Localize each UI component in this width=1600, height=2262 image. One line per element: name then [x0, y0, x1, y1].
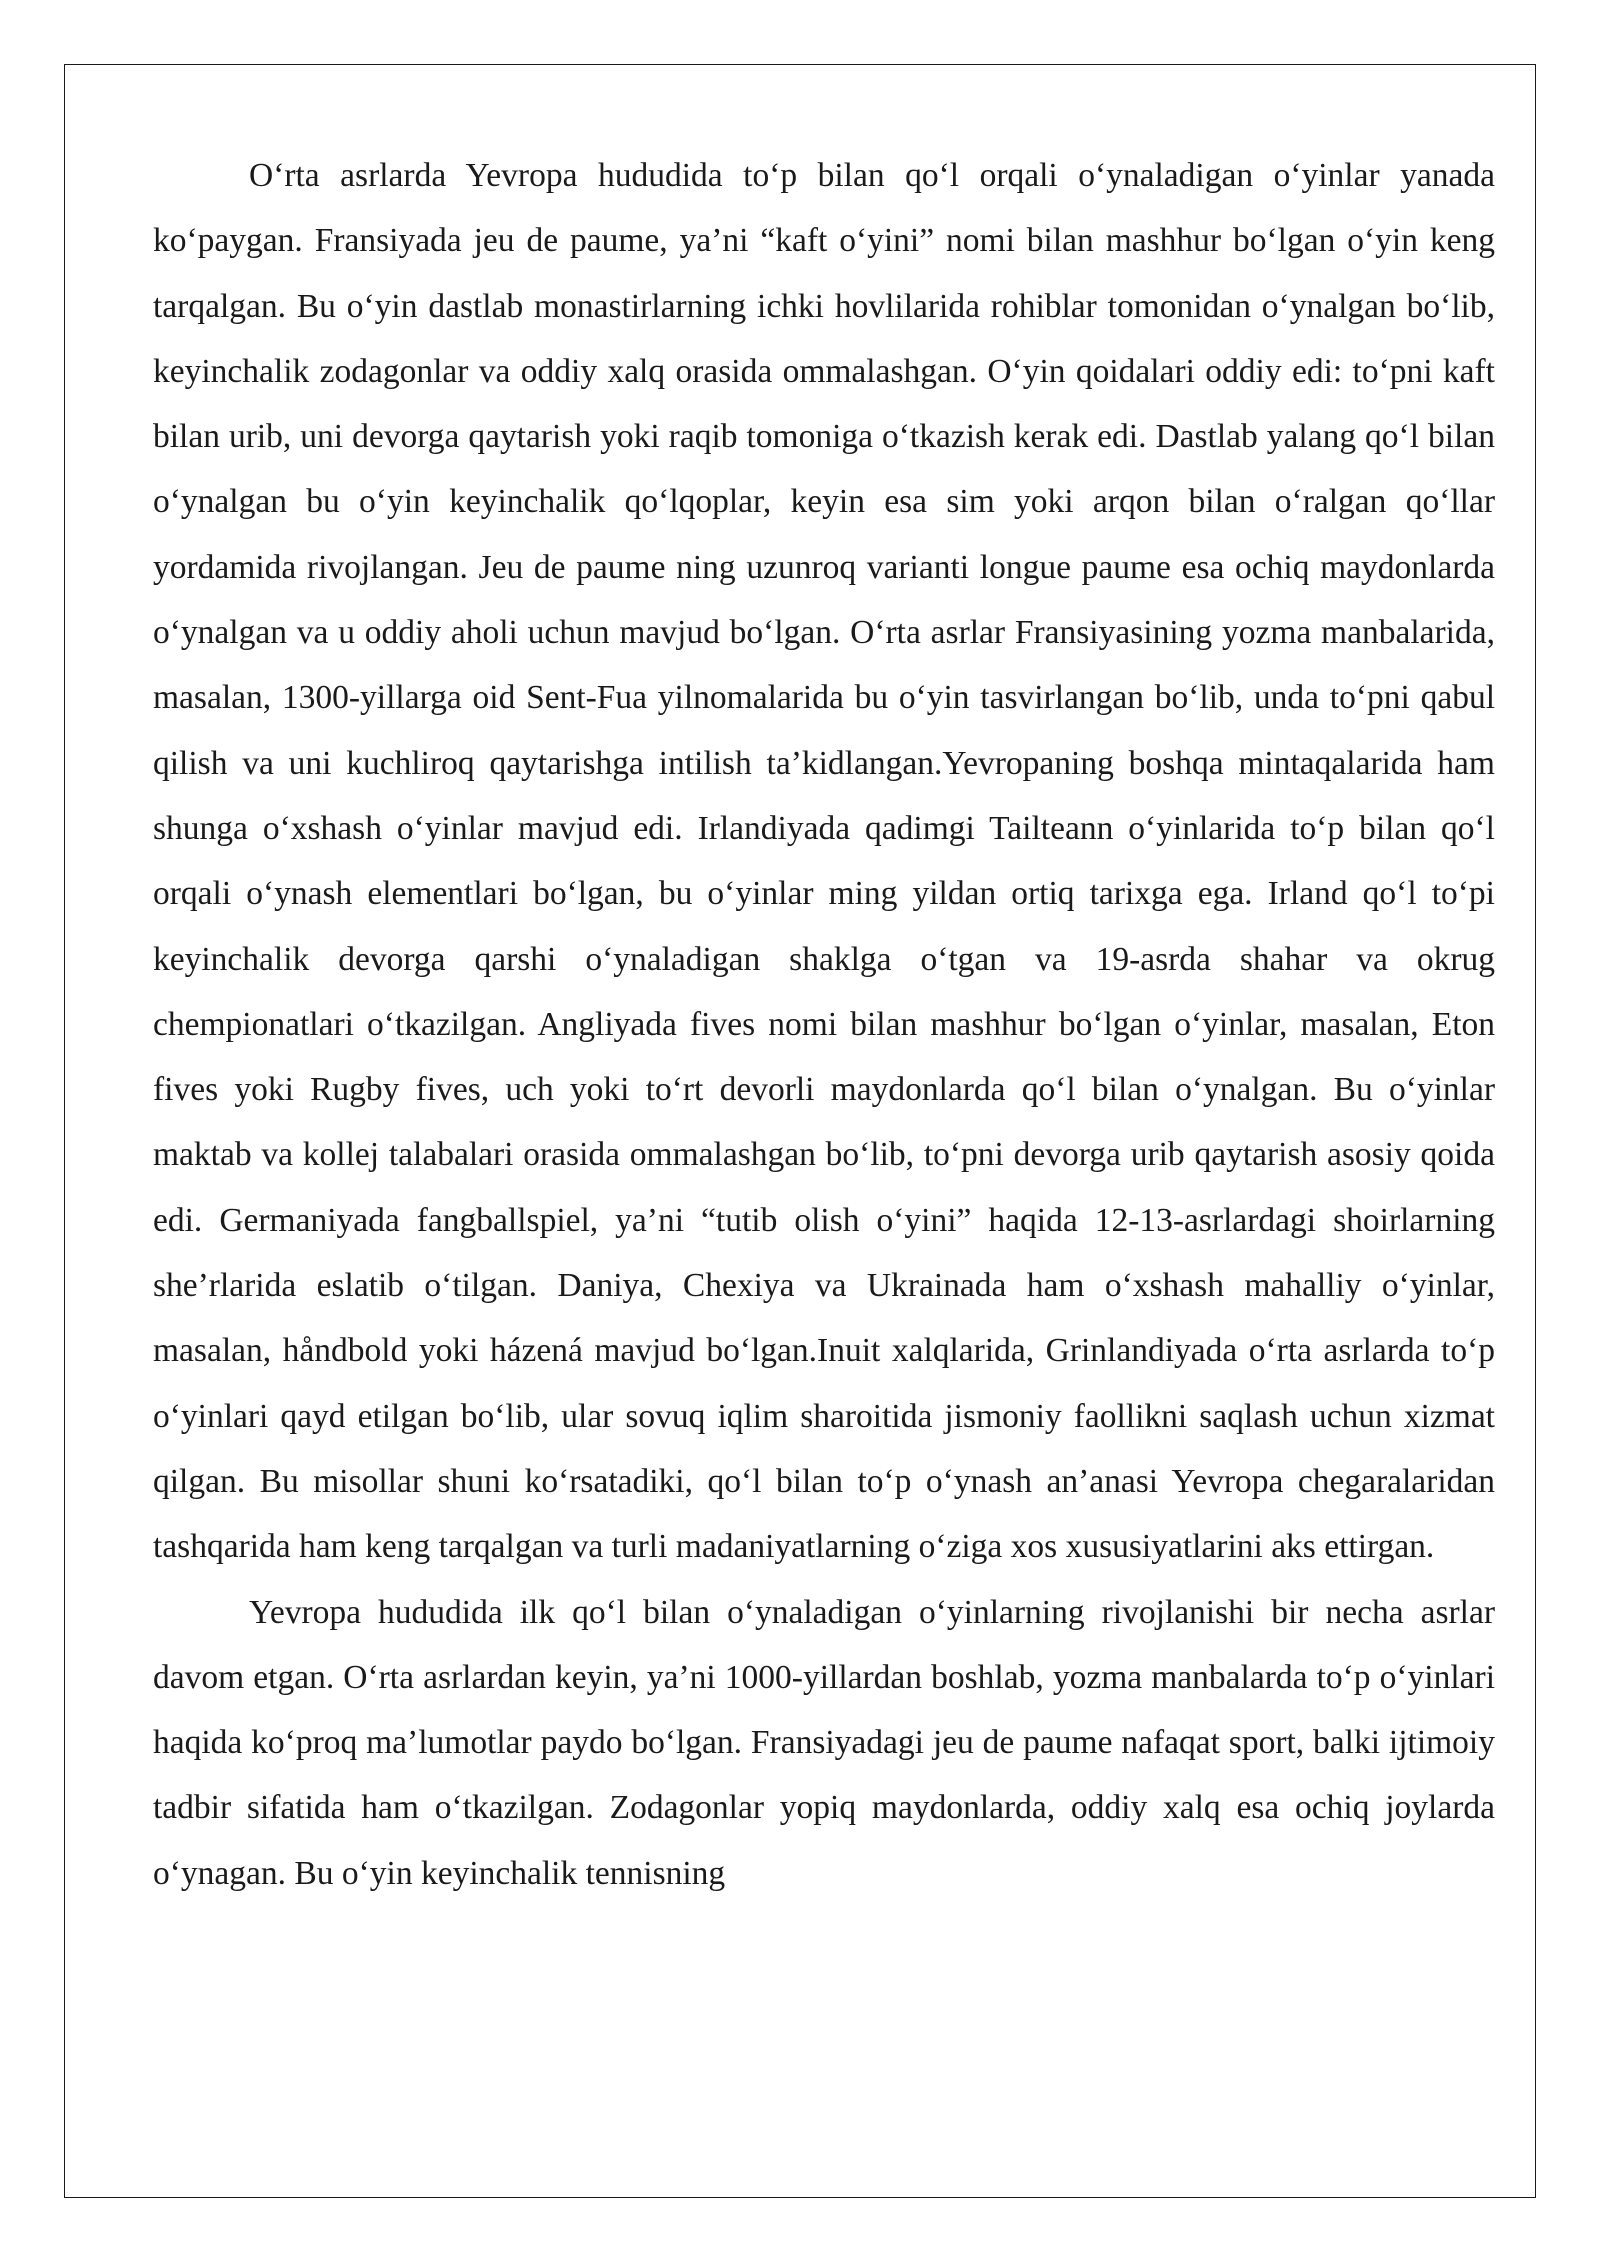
paragraph-1: O‘rta asrlarda Yevropa hududida to‘p bilan qo‘l orqali o‘ynaladigan o‘yinlar yanada ko‘paygan. Fransiyada jeu de paume, ya’ni “kaft o‘yini” nomi bilan mashhur bo‘lgan o‘yin keng tarqalgan. Bu o‘yin dastlab monastirlarning ichki hovlilarida rohiblar tomonidan o‘ynalgan bo‘lib, keyinchalik zodagonlar va oddiy xalq orasida ommalashgan. O‘yin qoidalari oddiy edi: to‘pni kaft bilan urib, uni devorga qaytarish yoki raqib tomoniga o‘tkazish kerak edi. Dastlab yalang qo‘l bilan o‘ynalgan bu o‘yin keyinchalik qo‘lqoplar, keyin esa sim yoki arqon bilan o‘ralgan qo‘llar yordamida rivojlangan. Jeu de paume ning uzunroq varianti longue paume esa ochiq maydonlarda o‘ynalgan va u oddiy aholi uchun mavjud bo‘lgan. O‘rta asrlar Fransiyasining yozma manbalarida, masalan, 1300-yillarga oid Sent-Fua yilnomalarida bu o‘yin tasvirlangan bo‘lib, unda to‘pni qabul qilish va uni kuchliroq qaytarishga intilish ta’kidlangan.Yevropaning boshqa mintaqalarida ham shunga o‘xshash o‘yinlar mavjud edi. Irlandiyada qadimgi Tailteann o‘yinlarida to‘p bilan qo‘l orqali o‘ynash elementlari bo‘lgan, bu o‘yinlar ming yildan ortiq tarixga ega. Irland qo‘l to‘pi keyinchalik devorga qarshi o‘ynaladigan shaklga o‘tgan va 19-asrda shahar va okrug chempionatlari o‘tkazilgan. Angliyada fives nomi bilan mashhur bo‘lgan o‘yinlar, masalan, Eton fives yoki Rugby fives, uch yoki to‘rt devorli maydonlarda qo‘l bilan o‘ynalgan. Bu o‘yinlar maktab va kollej talabalari orasida ommalashgan bo‘lib, to‘pni devorga urib qaytarish asosiy qoida edi. Germaniyada fangballspiel, ya’ni “tutib olish o‘yini” haqida 12-13-asrlardagi shoirlarning she’rlarida eslatib o‘tilgan. Daniya, Chexiya va Ukrainada ham o‘xshash mahalliy o‘yinlar, masalan, håndbold yoki házená mavjud bo‘lgan.Inuit xalqlarida, Grinlandiyada o‘rta asrlarda to‘p o‘yinlari qayd etilgan bo‘lib, ular sovuq iqlim sharoitida jismoniy faollikni saqlash uchun xizmat qilgan. Bu misollar shuni ko‘rsatadiki, qo‘l bilan to‘p o‘ynash an’anasi Yevropa chegaralaridan tashqarida ham keng tarqalgan va turli madaniyatlarning o‘ziga xos xususiyatlarini aks ettirgan. — [153, 157, 1495, 1566]
document-body — [153, 143, 1495, 1906]
paragraph-2: Yevropa hududida ilk qo‘l bilan o‘ynaladigan o‘yinlarning rivojlanishi bir necha asrlar davom etgan. O‘rta asrlardan keyin, ya’ni 1000-yillardan boshlab, yozma manbalarda to‘p o‘yinlari haqida ko‘proq ma’lumotlar paydo bo‘lgan. Fransiyadagi jeu de paume nafaqat sport, balki ijtimoiy tadbir sifatida ham o‘tkazilgan. Zodagonlar yopiq maydonlarda, oddiy xalq esa ochiq joylarda o‘ynagan. Bu o‘yin keyinchalik tennisning — [153, 1593, 1495, 1892]
